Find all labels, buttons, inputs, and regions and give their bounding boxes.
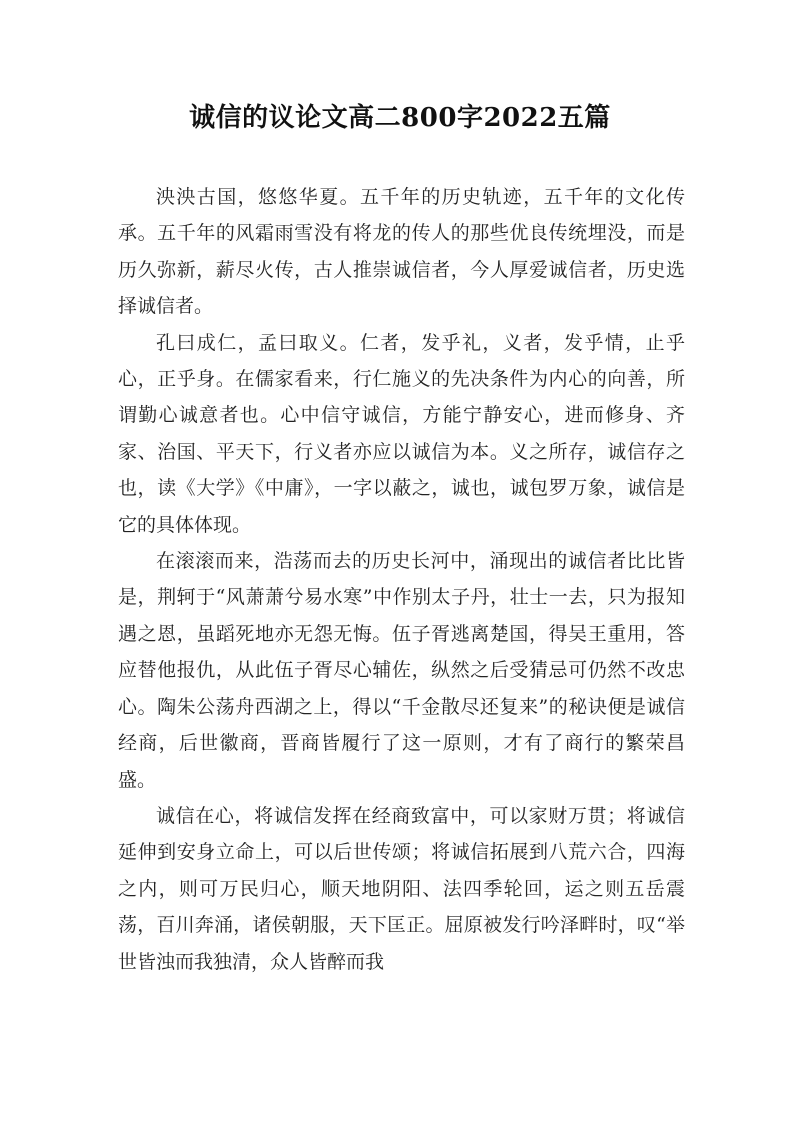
paragraph-4: 诚信在心，将诚信发挥在经商致富中，可以家财万贯；将诚信延伸到安身立命上，可以后世传颂；将诚信拓展到八荒六合，四海之内，则可万民归心，顺天地阴阳、法四季轮回，运之则五岳震荡，百川奔涌，诸侯朝服，天下匡正。屈原被发行吟泽畔时，叹“举世皆浊而我独清，众人皆醉而我 xyxy=(118,804,685,973)
paragraph-2: 孔曰成仁，孟曰取义。仁者，发乎礼，义者，发乎情，止乎心，正乎身。在儒家看来，行仁施义的先决条件为内心的向善，所谓勤心诚意者也。心中信守诚信，方能宁静安心，进而修身、齐家、治国、平天下，行义者亦应以诚信为本。义之所存，诚信存之也，读《大学》《中庸》，一字以蔽之，诚也，诚包罗万象，诚信是它的具体体现。 xyxy=(118,331,685,536)
paragraph-1: 泱泱古国，悠悠华夏。五千年的历史轨迹，五千年的文化传承。五千年的风霜雨雪没有将龙的传人的那些优良传统埋没，而是历久弥新，薪尽火传，古人推崇诚信者，今人厚爱诚信者，历史选择诚信者。 xyxy=(118,186,685,318)
document-body xyxy=(118,179,685,980)
document-title: 诚信的议论文高二800字2022五篇 xyxy=(189,103,611,133)
paragraph-3: 在滚滚而来，浩荡而去的历史长河中，涌现出的诚信者比比皆是，荆轲于“风萧萧兮易水寒”中作别太子丹，壮士一去，只为报知遇之恩，虽蹈死地亦无怨无悔。伍子胥逃离楚国，得吴王重用，答应替他报仇，从此伍子胥尽心辅佐，纵然之后受猜忌可仍然不改忠心。陶朱公荡舟西湖之上，得以“千金散尽还复来”的秘诀便是诚信经商，后世徽商，晋商皆履行了这一原则，才有了商行的繁荣昌盛。 xyxy=(118,550,685,791)
